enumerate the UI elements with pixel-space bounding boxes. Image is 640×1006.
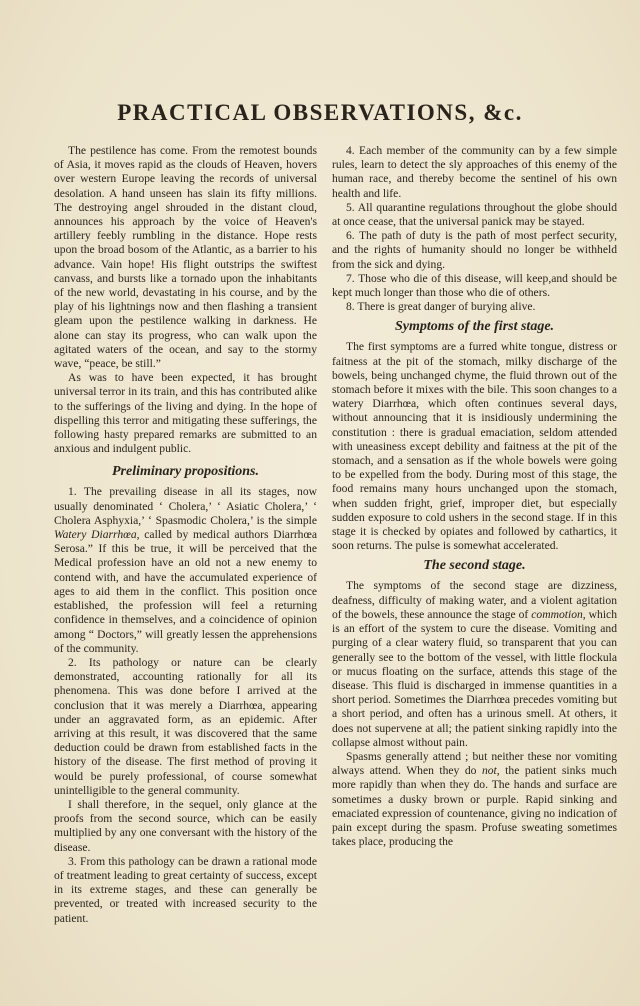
proposition-2: 2. Its pathology or nature can be clearly demonstrated, accounting rationally for all its phenomena. This was done before I arrived at the conclusion that it was merely a Diarrhœa, appearing under an aggravated form, as an epidemic. After arriving at this result, it was discovered that the same deduction could be drawn from established facts in the history of the disease. The first method of proving it would be purely professional, of course somewhat unintelligible to the general community. [54, 655, 317, 797]
proposition-1-text-a: 1. The prevailing disease in all its stages, now usually denominated ‘ Cholera,’ ‘ Asiatic Cholera,’ ‘ Cholera Asphyxia,’ ‘ Spasmodic Cholera,’ is the simple [54, 485, 317, 527]
proofs-paragraph: I shall therefore, in the sequel, only glance at the proofs from the second source, which can be easily multiplied by any one conversant with the history of the disease. [54, 797, 317, 854]
proposition-1 [54, 485, 317, 655]
first-stage-paragraph: The first symptoms are a furred white tongue, distress or faitness at the pit of the stomach, milky discharge of the bowels, being unchanged chyme, the fluid thrown out of the stomach before it mixes with the bile. This soon changes to a watery Diarrhœa, which often continues several days, without announcing that it is insidiously undermining the constitution : there is gradual emaciation, seldom attended with uneasiness except debility and faitness at the pit of the stomach, and a sensation as if the whole bowels were going to be expelled from the body. During most of this stage, the food remains many hours unchanged upon the stomach, when sudden fright, grief, improper diet, but especially sudden exposure to cold ushers in the second stage. If in this stage it is checked by opiates and followed by cathartics, it soon returns. The pulse is somewhat accelerated. [332, 340, 617, 553]
second-stage-heading: The second stage. [423, 558, 526, 574]
proposition-6: 6. The path of duty is the path of most perfect security, and the rights of humanity should no longer be withheld from the sick and dying. [332, 229, 617, 271]
proposition-7: 7. Those who die of this disease, will keep,and should be kept much longer than those who die of others. [332, 271, 617, 300]
proposition-4: 4. Each member of the community can by a few simple rules, learn to detect the sly approaches of this enemy of the human race, and thereby become the sentinel of his own health and life. [332, 144, 617, 200]
spasms-text-b: the patient sinks much more rapidly than when they do. The hands and surface are sometimes a dusky brown or purple. Rapid sinking and emaciated expression of countenance, giving no indication of pain except during the spasm. Profuse sweating sometimes takes place, producing the [332, 764, 617, 849]
expected-paragraph: As was to have been expected, it has brought universal terror in its train, and this has contributed alike to the sufferings of the living and dying. In the hope of dispelling this terror and mitigating these sufferings, the following hasty prepared remarks are submitted to an anxious and indulgent public. [54, 371, 317, 456]
proposition-1-emphasis: Watery Diarrhœa, [54, 528, 140, 542]
right-column [332, 144, 617, 849]
intro-paragraph: The pestilence has come. From the remotest bounds of Asia, it moves rapid as the clouds of Heaven, hovers over western Europe leaving the records of universal desolation. A hand unseen has slain its fifty millions. The destroying angel shrouded in the distant cloud, announces his approach by the voice of Heaven's artillery feebly rumbling in the distance. Hope rests upon the broad bosom of the Atlantic, as a barrier to his advance. Vain hope! His flight outstrips the swiftest canvass, and bursts like a tornado upon the inhabitants of the new world, devastating in his course, and by the play of his lightnings now and then flashing a transient gleam upon the pestilence walking in darkness. He alone can stay its progress, who can walk upon the agitated waters of the ocean, and say to the stormy wave, “peace, be still.” [54, 144, 317, 371]
preliminary-heading: Preliminary propositions. [111, 464, 260, 480]
page-title: PRACTICAL OBSERVATIONS, &c. [117, 100, 523, 125]
left-column [54, 144, 317, 926]
proposition-8: 8. There is great danger of burying alive. [346, 300, 536, 314]
proposition-5: 5. All quarantine regulations throughout the globe should at once cease, that the universal panick may be stayed. [332, 200, 617, 229]
spasms-paragraph [332, 750, 617, 849]
proposition-3: 3. From this pathology can be drawn a rational mode of treatment leading to great certainty of success, except in its extreme stages, and these can generally be prevented, or treated with increased security to the patient. [54, 854, 317, 925]
second-stage-emphasis: commotion, [531, 607, 586, 621]
proposition-1-text-b: called by medical authors Diarrhœa Serosa.” If this be true, it will be perceived that the Medical profession have an old not a new enemy to contend with, and have the accumulated experience of ages to aid them in the conflict. This position once established, the profession will feel a returning confidence in themselves, and a coincidence of opinion among “ Doctors,” will greatly lessen the apprehensions of the community. [54, 528, 317, 655]
spasms-text-a: Spasms generally attend ; but neither these nor vomiting always attend. When they do [332, 749, 617, 778]
second-stage-text-a: The symptoms of the second stage are dizziness, deafness, difficulty of making water, and a violent agitation of the bowels, these announce the stage of [332, 579, 617, 621]
spasms-emphasis: not, [481, 764, 500, 778]
second-stage-text-b: which is an effort of the system to cure the disease. Vomiting and purging of a clear watery fluid, so transparent that you can generally see to the bottom of the vessel, with little flockula or mucus floating on the surface, attends this stage of the disease. This fluid is discharged in immense quantities in a short period. Sometimes the Diarrhœa precedes vomiting but a short period, and often has a urinous smell. At others, it does not supervene at all; the patient sinking rapidly into the collapse almost without pain. [332, 607, 617, 749]
first-stage-heading: Symptoms of the first stage. [394, 319, 555, 335]
second-stage-paragraph [332, 579, 617, 749]
